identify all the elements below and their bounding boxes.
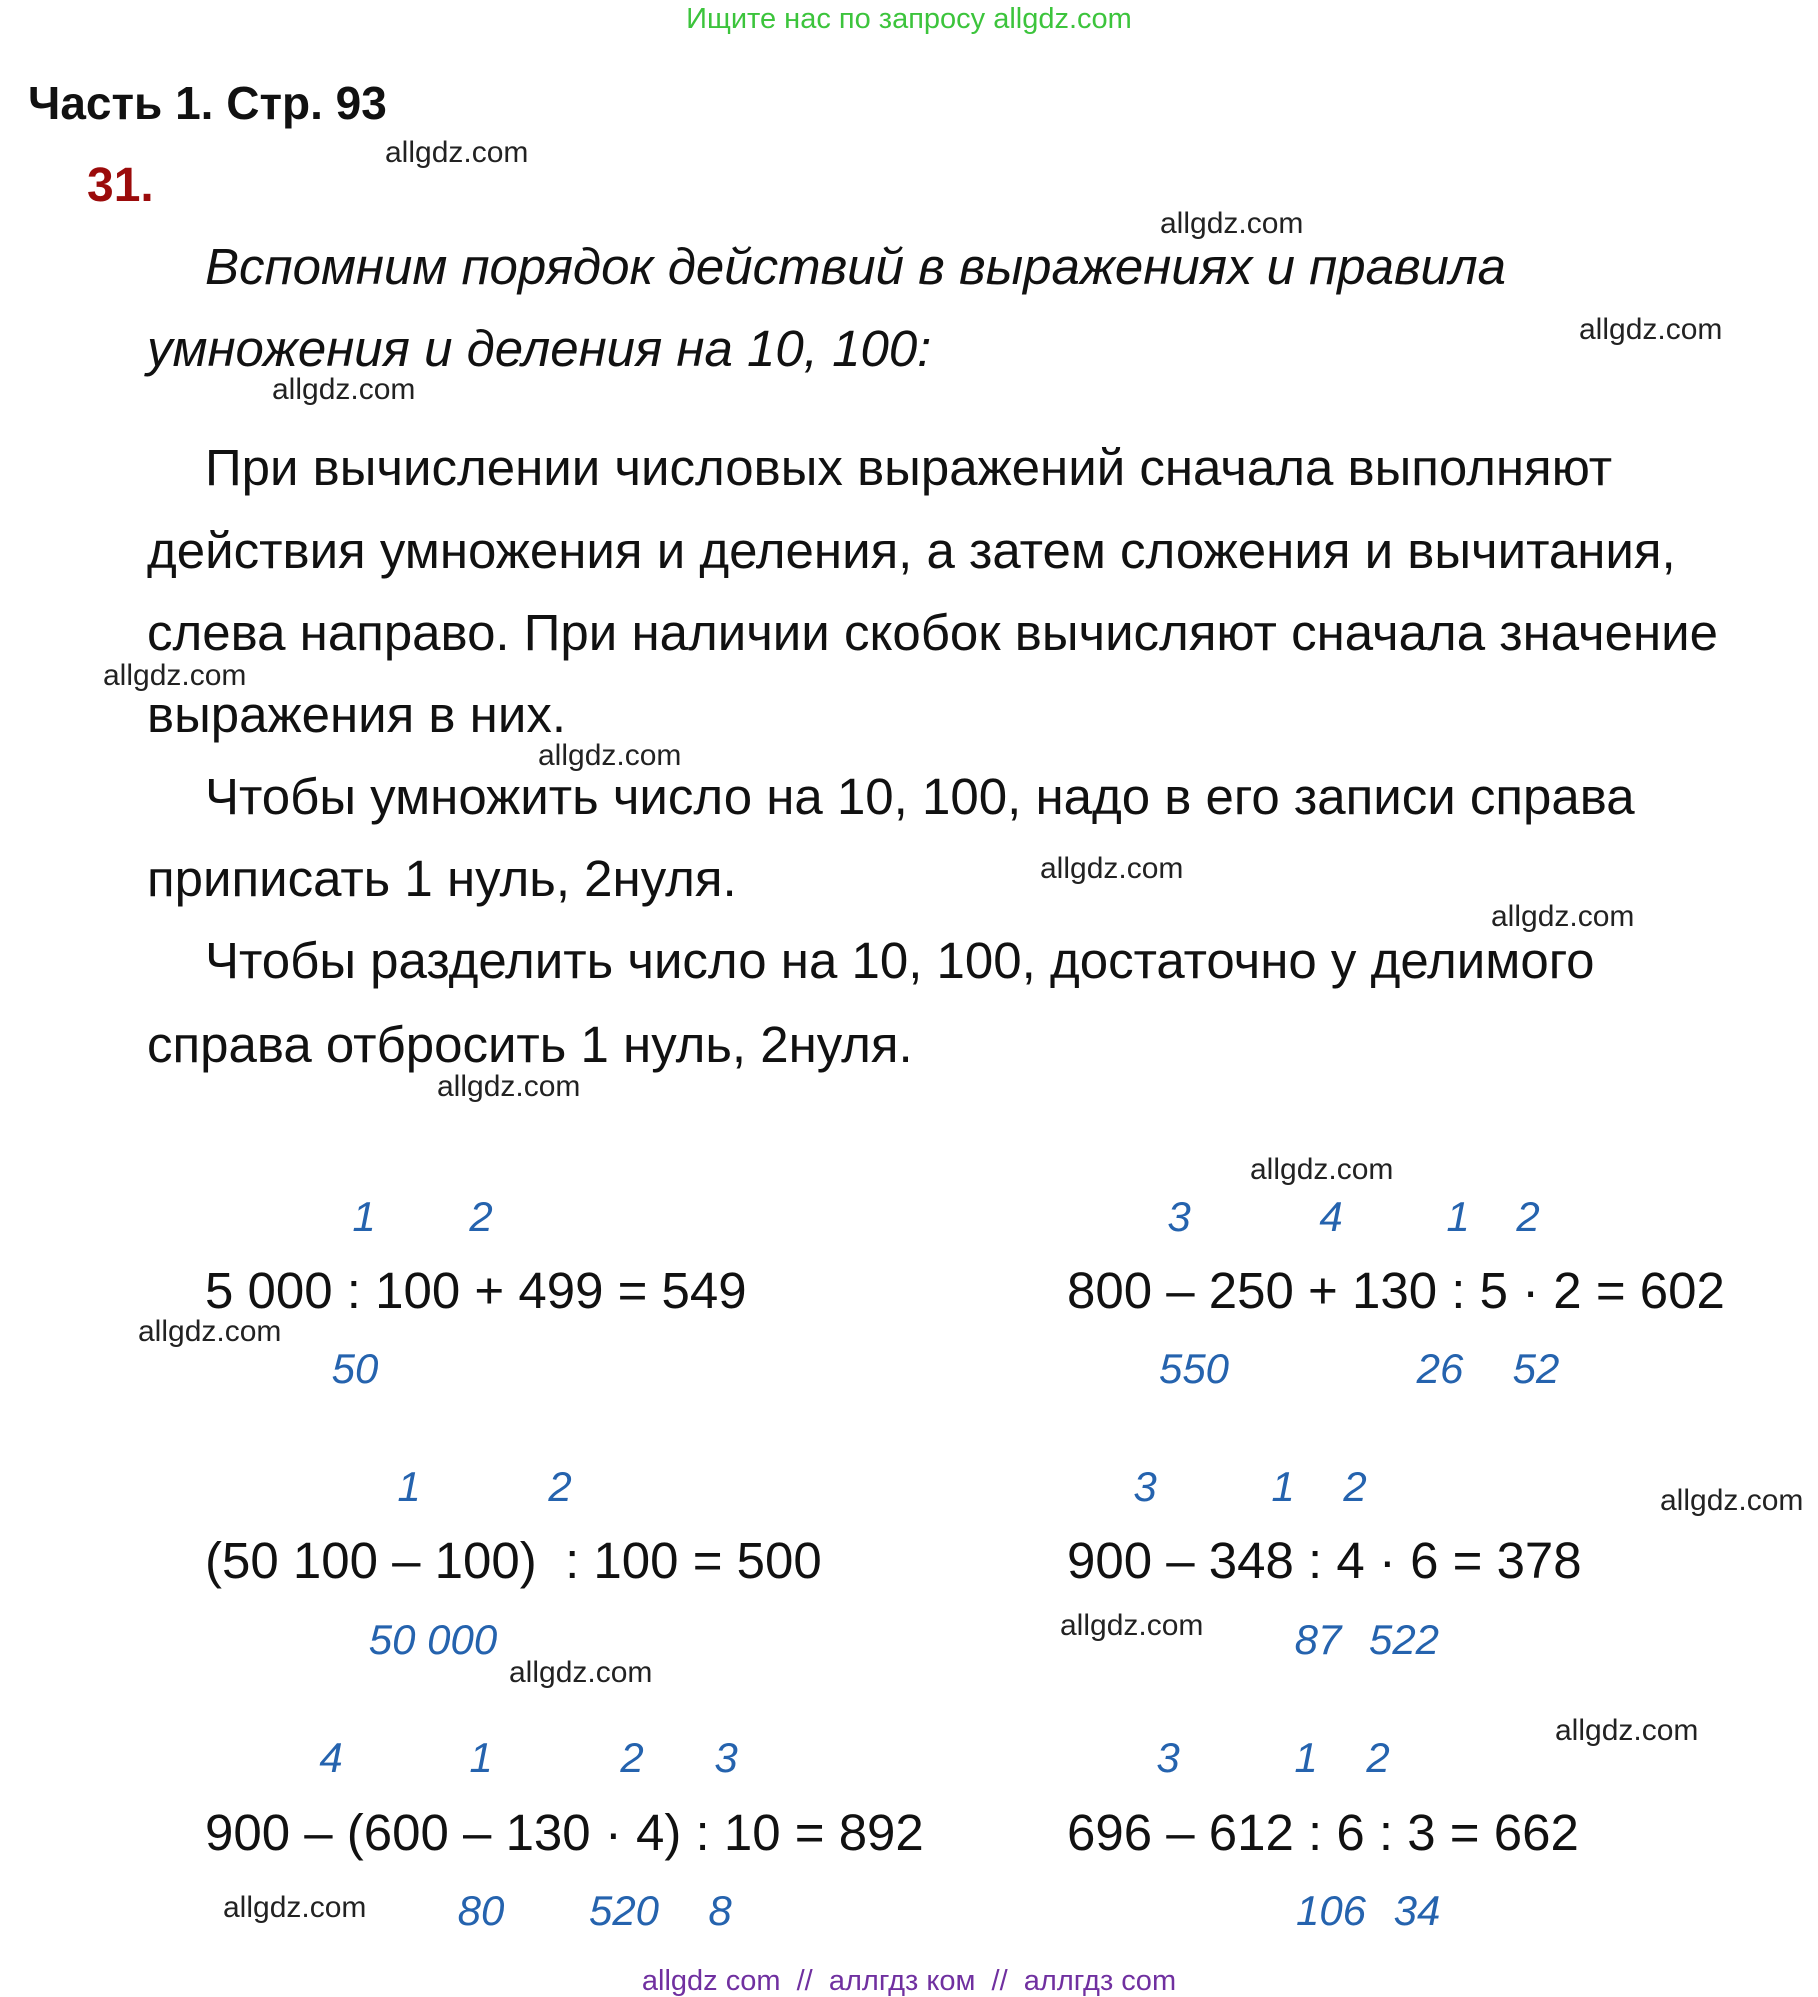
expression: 696 – 612 : 6 : 3 = 662: [1067, 1804, 1579, 1861]
rule-line: Чтобы разделить число на 10, 100, достаточно у делимого: [205, 932, 1595, 989]
intermediate-result: 8: [708, 1887, 732, 1934]
order-mark: 2: [469, 1193, 493, 1240]
order-mark: 2: [1366, 1734, 1390, 1781]
page-title: Часть 1. Стр. 93: [28, 77, 387, 129]
order-mark: 2: [620, 1734, 644, 1781]
watermark: allgdz.com: [1555, 1714, 1699, 1747]
intro-line: Вспомним порядок действий в выражениях и правила: [205, 238, 1507, 295]
order-mark: 2: [1516, 1193, 1540, 1240]
rule-line: выражения в них.: [147, 686, 566, 743]
watermark: allgdz.com: [1250, 1153, 1394, 1186]
rule-line: справа отбросить 1 нуль, 2нуля.: [147, 1016, 913, 1073]
order-mark: 1: [397, 1463, 421, 1510]
order-mark: 1: [1294, 1734, 1318, 1781]
intermediate-result: 550: [1158, 1345, 1230, 1392]
order-mark: 3: [1167, 1193, 1191, 1240]
intermediate-result: 87: [1294, 1616, 1342, 1663]
expression: 900 – (600 – 130 · 4) : 10 = 892: [205, 1804, 924, 1861]
watermark: allgdz.com: [1060, 1609, 1204, 1642]
intermediate-result: 522: [1368, 1616, 1440, 1663]
order-mark: 4: [1319, 1193, 1343, 1240]
expression: 800 – 250 + 130 : 5 · 2 = 602: [1067, 1262, 1725, 1319]
intermediate-result: 50 000: [368, 1616, 498, 1663]
intermediate-result: 50: [331, 1345, 379, 1392]
intermediate-result: 520: [588, 1887, 660, 1934]
watermark: allgdz.com: [138, 1315, 282, 1348]
watermark: allgdz.com: [1040, 852, 1184, 885]
watermark: allgdz.com: [1491, 900, 1635, 933]
watermark: allgdz.com: [437, 1070, 581, 1103]
expression: 900 – 348 : 4 · 6 = 378: [1067, 1532, 1582, 1589]
watermark: allgdz.com: [538, 739, 682, 772]
order-mark: 2: [1343, 1463, 1367, 1510]
rule-line: Чтобы умножить число на 10, 100, надо в его записи справа: [205, 768, 1635, 825]
top-banner-text: Ищите нас по запросу allgdz.com: [686, 3, 1132, 35]
watermark: allgdz.com: [509, 1656, 653, 1689]
bottom-banner-text: allgdz com // аллгдз ком // аллгдз com: [641, 1965, 1177, 1997]
intro-line: умножения и деления на 10, 100:: [147, 320, 932, 377]
order-mark: 3: [714, 1734, 738, 1781]
expression: (50 100 – 100) : 100 = 500: [205, 1532, 822, 1589]
order-mark: 3: [1156, 1734, 1180, 1781]
watermark: allgdz.com: [223, 1891, 367, 1924]
order-mark: 1: [1446, 1193, 1470, 1240]
order-mark: 1: [1271, 1463, 1295, 1510]
watermark: allgdz.com: [385, 136, 529, 169]
order-mark: 1: [469, 1734, 493, 1781]
rule-line: действия умножения и деления, а затем сложения и вычитания,: [147, 522, 1676, 579]
watermark: allgdz.com: [1660, 1484, 1804, 1517]
order-mark: 1: [352, 1193, 376, 1240]
rule-line: слева направо. При наличии скобок вычисляют сначала значение: [147, 604, 1718, 661]
intermediate-result: 34: [1393, 1887, 1441, 1934]
watermark: allgdz.com: [1160, 207, 1304, 240]
intermediate-result: 52: [1512, 1345, 1560, 1392]
exercise-number: 31.: [87, 159, 154, 212]
expression: 5 000 : 100 + 499 = 549: [205, 1262, 747, 1319]
watermark: allgdz.com: [1579, 313, 1723, 346]
order-mark: 2: [548, 1463, 572, 1510]
intermediate-result: 106: [1295, 1887, 1367, 1934]
watermark: allgdz.com: [272, 373, 416, 406]
intermediate-result: 26: [1416, 1345, 1464, 1392]
watermark: allgdz.com: [103, 659, 247, 692]
order-mark: 4: [319, 1734, 343, 1781]
rule-line: приписать 1 нуль, 2нуля.: [147, 850, 737, 907]
rule-line: При вычислении числовых выражений сначала выполняют: [205, 439, 1613, 496]
order-mark: 3: [1133, 1463, 1157, 1510]
intermediate-result: 80: [457, 1887, 505, 1934]
